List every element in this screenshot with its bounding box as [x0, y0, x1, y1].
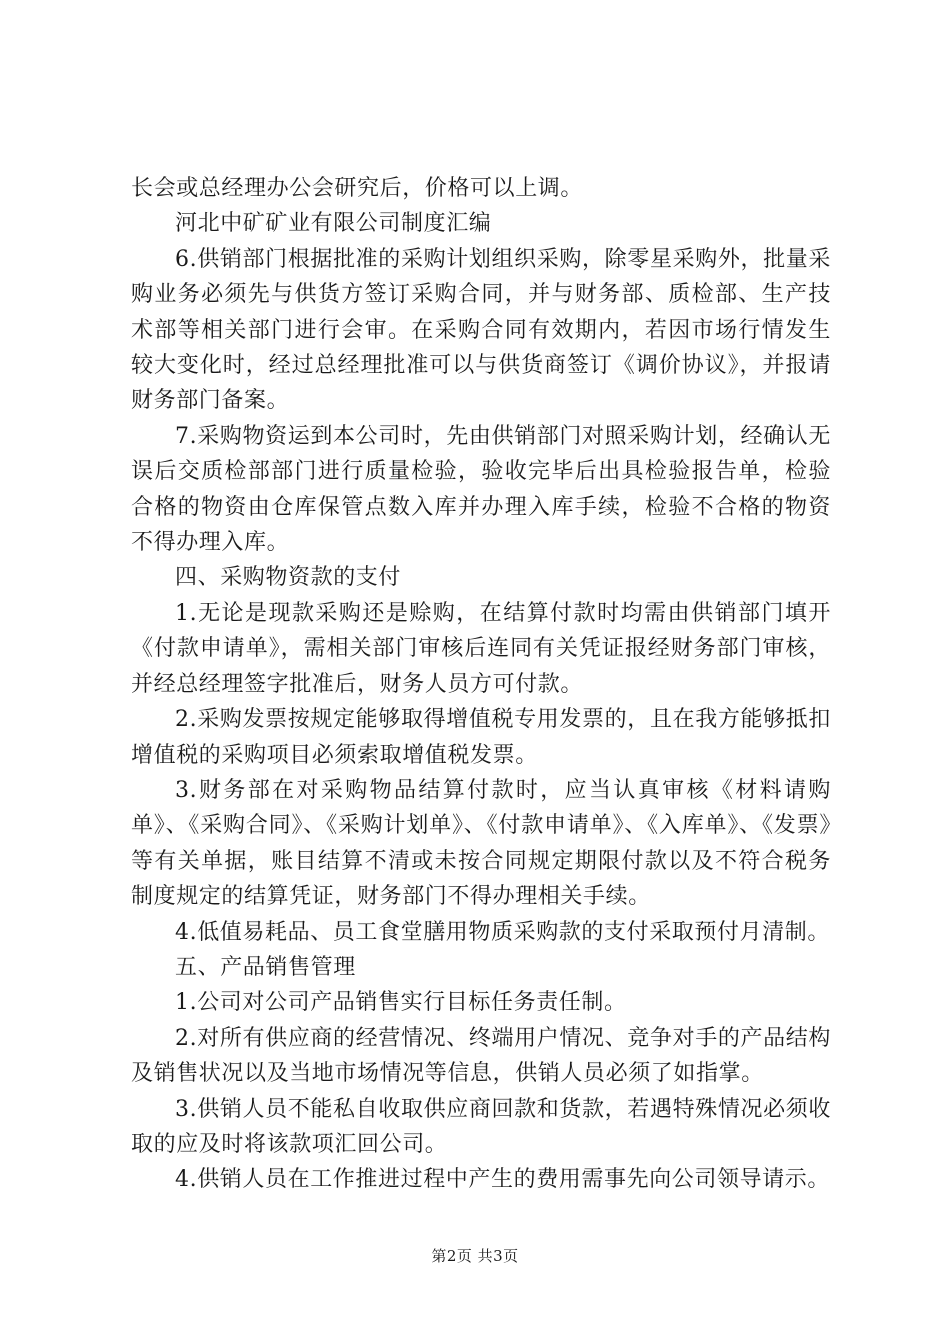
- paragraph-payment-1: 1.无论是现款采购还是赊购，在结算付款时均需由供销部门填开《付款申请单》，需相关部门审核后连同有关凭证报经财务部门审核，并经总经理签字批准后，财务人员方可付款。: [131, 600, 831, 697]
- section-heading-5: 五、产品销售管理: [175, 954, 356, 980]
- paragraph-sales-1: 1.公司对公司产品销售实行目标任务责任制。: [175, 990, 627, 1016]
- paragraph-sales-3: 3.供销人员不能私自收取供应商回款和货款，若遇特殊情况必须收取的应及时将该款项汇回公司。: [131, 1096, 831, 1157]
- paragraph-item-7: 7.采购物资运到本公司时，先由供销部门对照采购计划，经确认无误后交质检部部门进行质量检验，验收完毕后出具检验报告单，检验合格的物资由仓库保管点数入库并办理入库手续，检验不合格的物资不得办理入库。: [131, 423, 831, 556]
- paragraph-payment-4: 4.低值易耗品、员工食堂膳用物质采购款的支付采取预付月清制。: [175, 919, 830, 945]
- paragraph-item-6: 6.供销部门根据批准的采购计划组织采购，除零星采购外，批量采购业务必须先与供货方签订采购合同，并与财务部、质检部、生产技术部等相关部门进行会审。在采购合同有效期内，若因市场行情发生较大变化时，经过总经理批准可以与供货商签订《调价协议》，并报请财务部门备案。: [131, 246, 831, 414]
- paragraph-payment-2: 2.采购发票按规定能够取得增值税专用发票的，且在我方能够抵扣增值税的采购项目必须索取增值税发票。: [131, 707, 831, 768]
- paragraph-payment-3: 3.财务部在对采购物品结算付款时，应当认真审核《材料请购单》、《采购合同》、《采购计划单》、《付款申请单》、《入库单》、《发票》等有关单据，账目结算不清或未按合同规定期限付款以及不符合税务制度规定的结算凭证，财务部门不得办理相关手续。: [131, 777, 831, 910]
- section-heading-4: 四、采购物资款的支付: [175, 565, 402, 591]
- paragraph-sales-4: 4.供销人员在工作推进过程中产生的费用需事先向公司领导请示。: [175, 1167, 830, 1193]
- document-body: [131, 171, 831, 1198]
- page-number-footer: 第2页 共3页: [431, 1247, 519, 1265]
- paragraph-sales-2: 2.对所有供应商的经营情况、终端用户情况、竞争对手的产品结构及销售状况以及当地市场情况等信息，供销人员必须了如指掌。: [131, 1025, 831, 1087]
- paragraph-continuation: 长会或总经理办公会研究后，价格可以上调。: [131, 176, 584, 201]
- paragraph-heading-company: 河北中矿矿业有限公司制度汇编: [175, 211, 492, 237]
